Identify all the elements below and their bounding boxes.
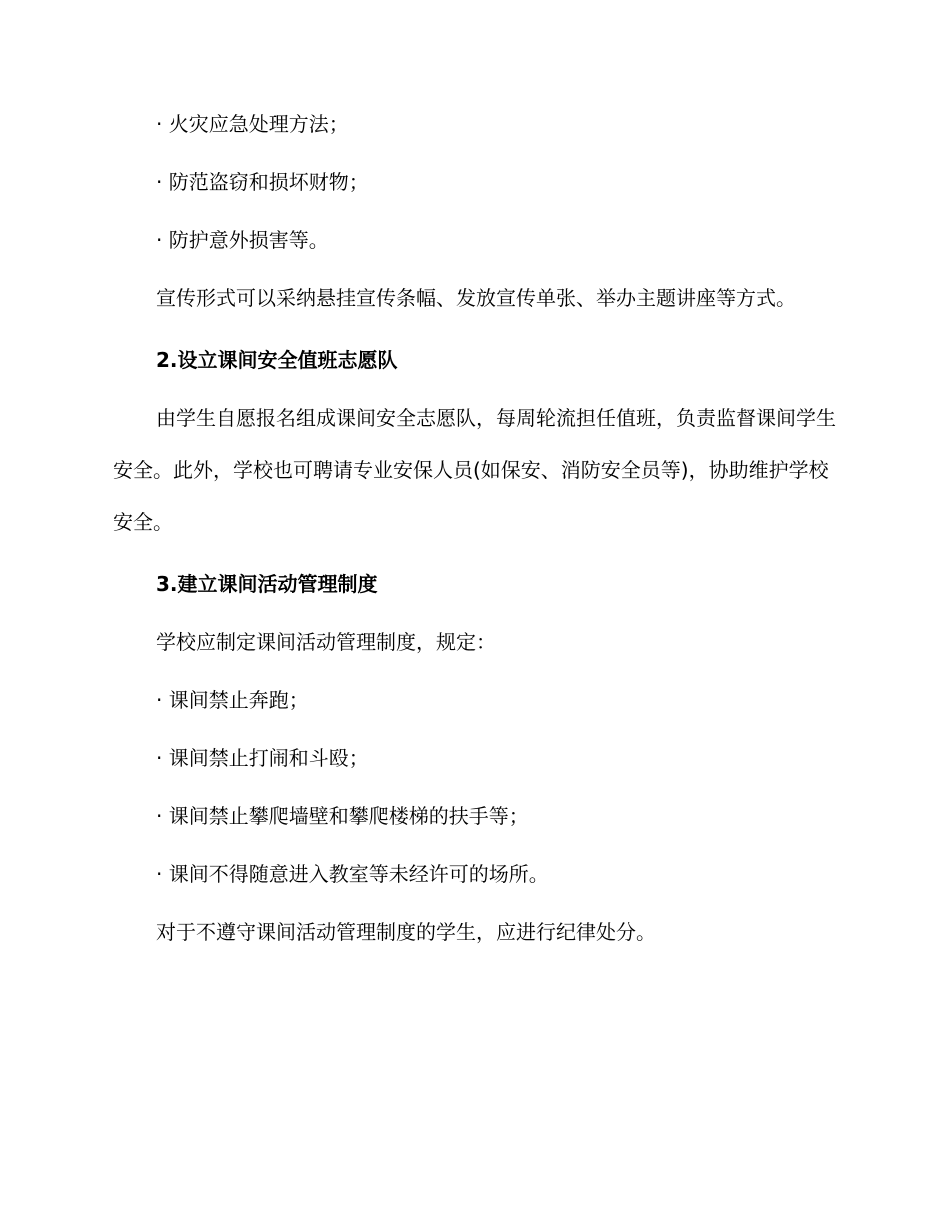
bullet-no-unauthorized-entry: · 课间不得随意进入教室等未经许可的场所。 <box>156 862 549 886</box>
paragraph-discipline: 对于不遵守课间活动管理制度的学生，应进行纪律处分。 <box>156 920 656 944</box>
document-content <box>113 110 838 946</box>
section-heading-3: 3.建立课间活动管理制度 <box>156 572 378 596</box>
bullet-no-fighting: · 课间禁止打闹和斗殴； <box>156 746 369 770</box>
section-heading-2: 2.设立课间安全值班志愿队 <box>156 348 398 372</box>
paragraph-promotion-forms: 宣传形式可以采纳悬挂宣传条幅、发放宣传单张、举办主题讲座等方式。 <box>156 286 796 310</box>
bullet-fire-emergency: · 火灾应急处理方法； <box>156 112 349 136</box>
bullet-no-climbing: · 课间禁止攀爬墙壁和攀爬楼梯的扶手等； <box>156 804 529 828</box>
bullet-accident-protection: · 防护意外损害等。 <box>156 228 329 252</box>
bullet-theft-prevention: · 防范盗窃和损坏财物； <box>156 170 369 194</box>
paragraph-volunteer-team: 由学生自愿报名组成课间安全志愿队，每周轮流担任值班，负责监督课间学生安全。此外，学校也可聘请专业安保人员(如保安、消防安全员等)，协助维护学校安全。 <box>113 406 836 534</box>
bullet-no-running: · 课间禁止奔跑； <box>156 688 309 712</box>
paragraph-rules-intro: 学校应制定课间活动管理制度，规定： <box>156 630 496 654</box>
